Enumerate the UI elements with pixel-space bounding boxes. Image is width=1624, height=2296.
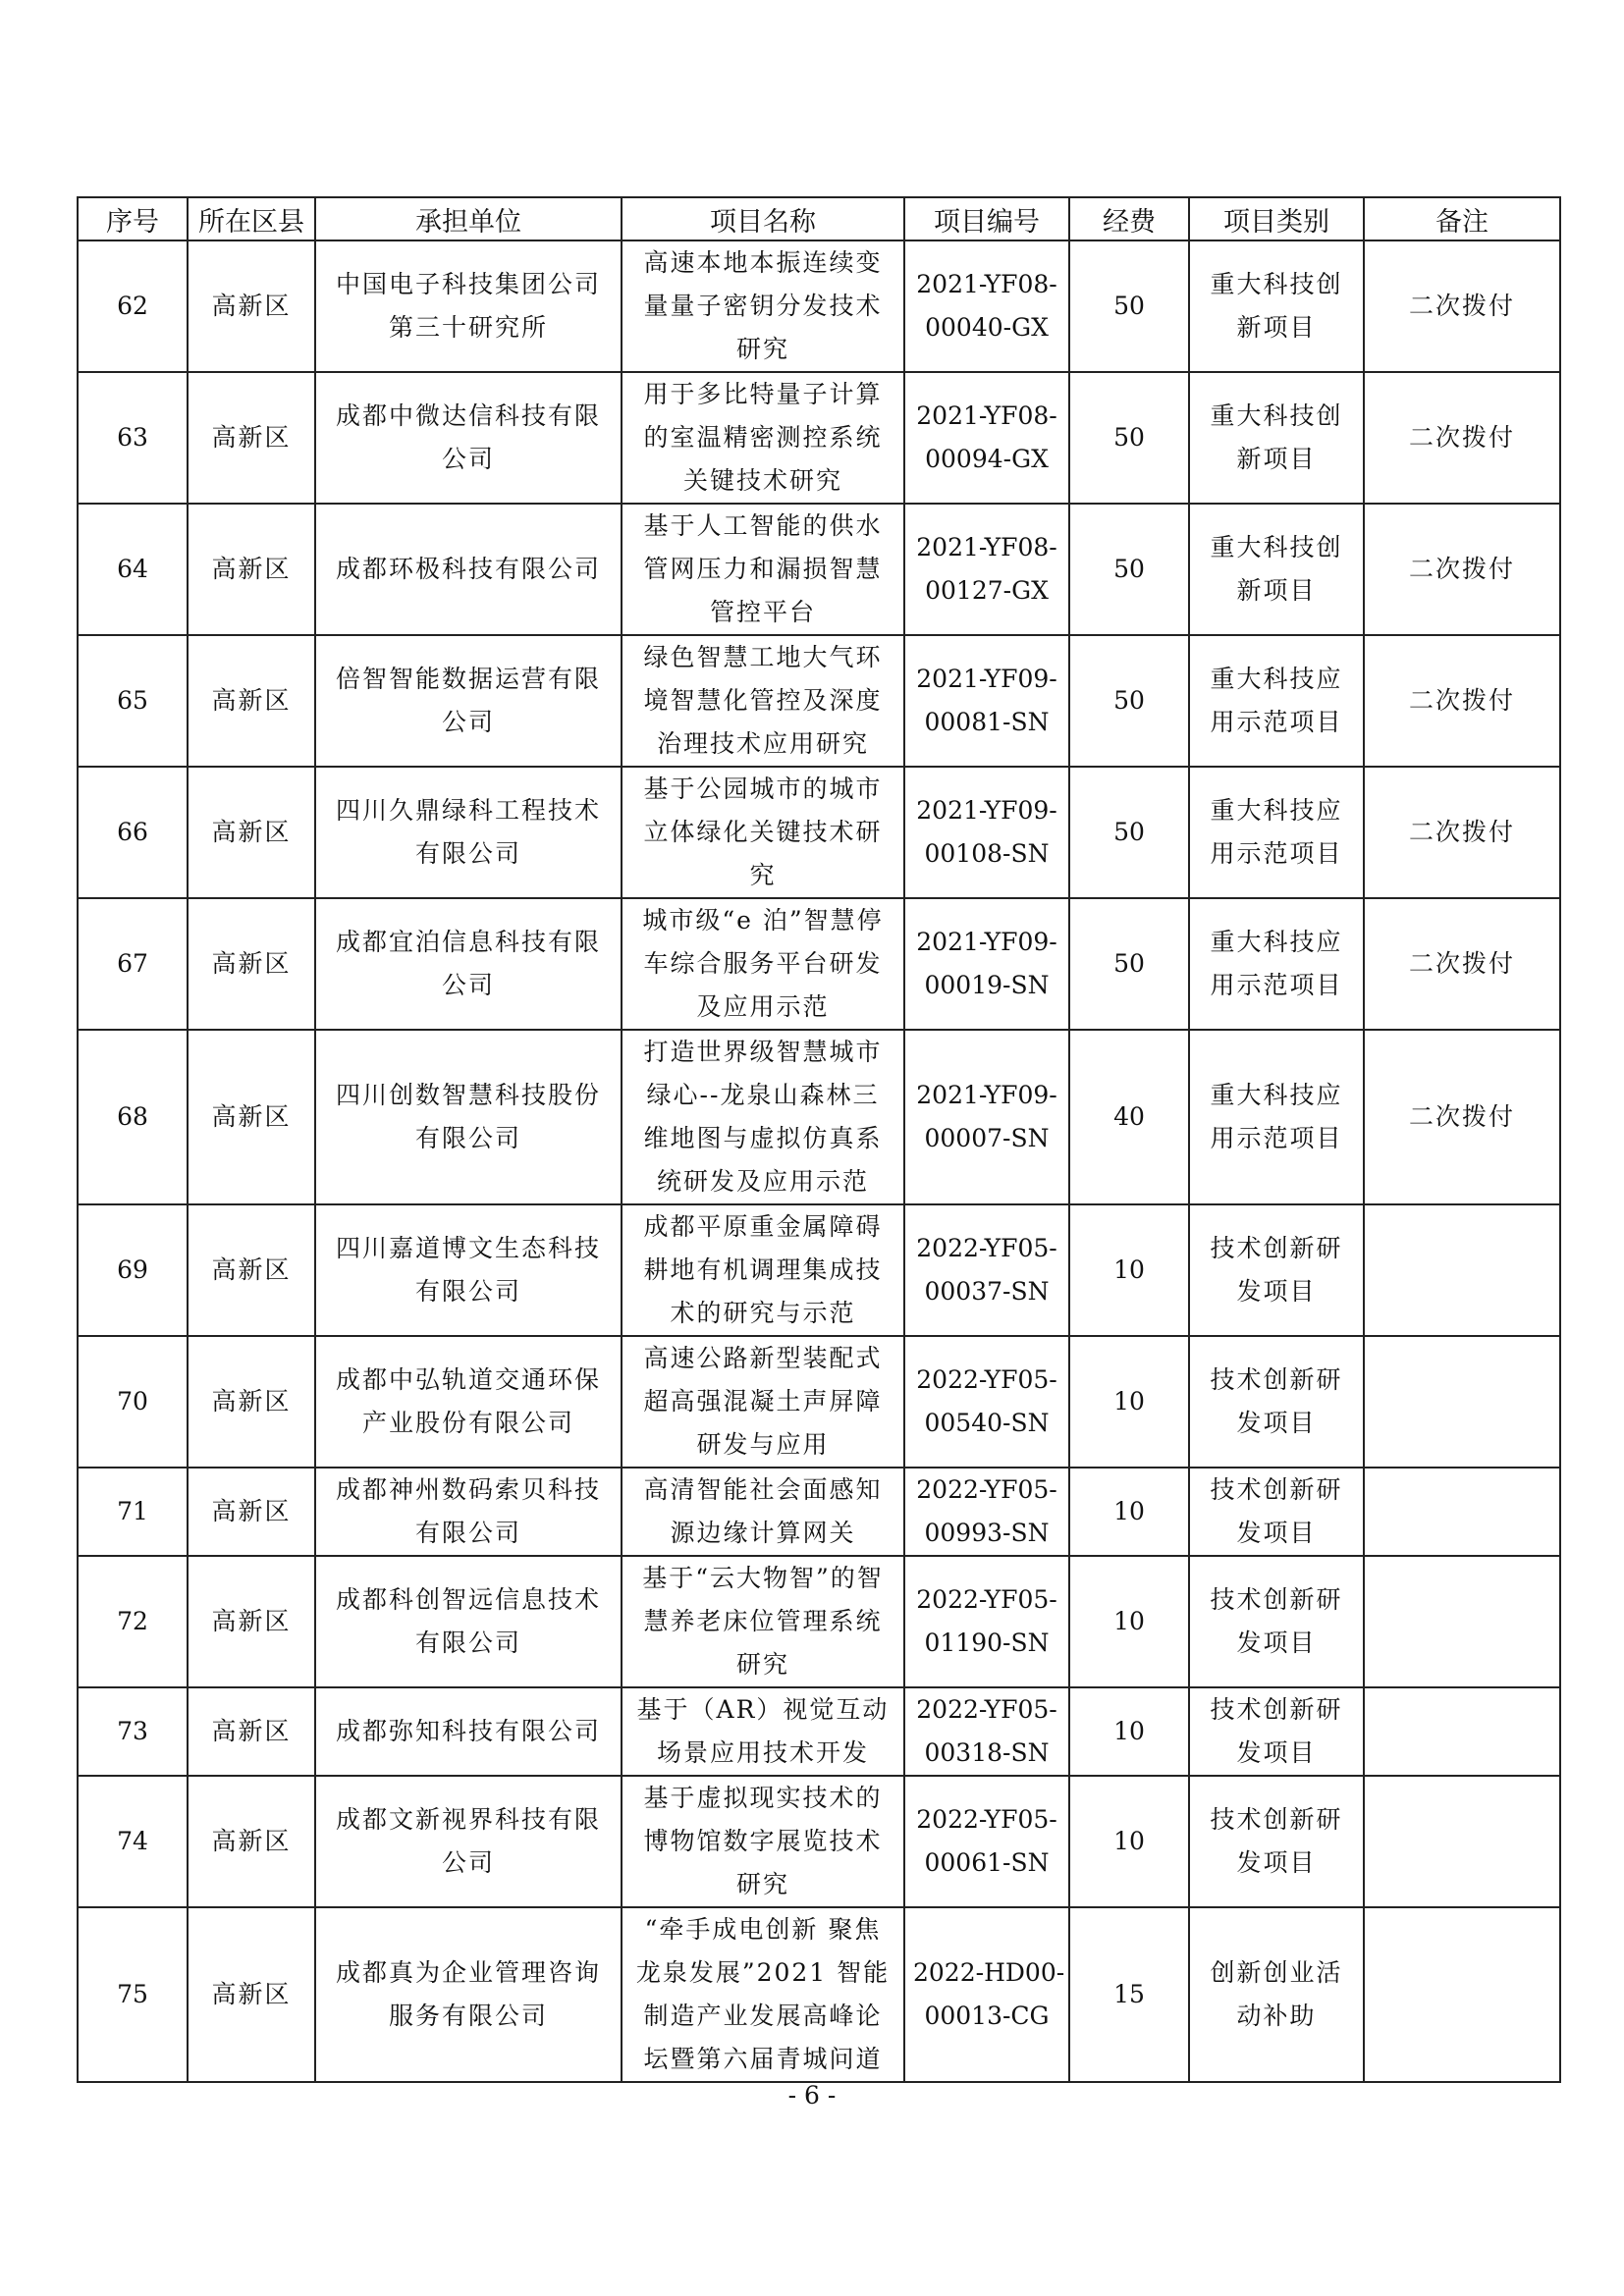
col-header-district: 所在区县 xyxy=(188,197,315,240)
cell-project-line: 基于（AR）视觉互动 xyxy=(636,1695,890,1724)
cell-fund: 50 xyxy=(1069,504,1189,635)
cell-unit xyxy=(315,240,622,372)
cell-code-line: 00081-SN xyxy=(924,708,1050,736)
cell-project-line: “牵手成电创新 聚焦 xyxy=(644,1915,882,1944)
table-row xyxy=(78,1907,1560,2082)
cell-code-line: 2021-YF09- xyxy=(916,1081,1057,1109)
cell-category-line: 发项目 xyxy=(1236,1409,1317,1437)
cell-category-line: 重大科技创 xyxy=(1210,270,1343,298)
cell-code xyxy=(904,767,1069,898)
cell-project xyxy=(622,372,904,504)
cell-project-line: 慧养老床位管理系统 xyxy=(643,1607,883,1635)
cell-unit xyxy=(315,1687,622,1776)
cell-project xyxy=(622,1336,904,1468)
cell-code-line: 00061-SN xyxy=(924,1848,1050,1877)
cell-category xyxy=(1189,767,1364,898)
cell-category-line: 发项目 xyxy=(1236,1629,1317,1657)
cell-category-line: 重大科技应 xyxy=(1210,928,1343,956)
cell-project-line: 维地图与虚拟仿真系 xyxy=(643,1124,883,1152)
cell-remark: 二次拨付 xyxy=(1364,635,1560,767)
cell-project-line: 境智慧化管控及深度 xyxy=(643,686,883,715)
cell-project xyxy=(622,767,904,898)
cell-district: 高新区 xyxy=(188,767,315,898)
cell-project-line: 高速本地本振连续变 xyxy=(643,248,883,277)
cell-remark xyxy=(1364,1336,1560,1468)
cell-no: 62 xyxy=(78,240,188,372)
cell-unit xyxy=(315,1556,622,1687)
cell-code xyxy=(904,372,1069,504)
cell-project xyxy=(622,1204,904,1336)
cell-category xyxy=(1189,240,1364,372)
cell-project-line: 研究 xyxy=(735,335,789,363)
cell-unit-line: 四川久鼎绿科工程技术 xyxy=(335,796,601,825)
cell-project-line: 高清智能社会面感知 xyxy=(643,1475,883,1504)
cell-category-line: 用示范项目 xyxy=(1210,708,1343,736)
table-row xyxy=(78,1776,1560,1907)
cell-category-line: 用示范项目 xyxy=(1210,1124,1343,1152)
cell-code-line: 2021-YF09- xyxy=(916,796,1057,825)
cell-remark: 二次拨付 xyxy=(1364,240,1560,372)
cell-unit xyxy=(315,1776,622,1907)
cell-unit-line: 有限公司 xyxy=(414,1277,521,1306)
col-header-fund: 经费 xyxy=(1069,197,1189,240)
cell-fund: 10 xyxy=(1069,1556,1189,1687)
cell-category-line: 新项目 xyxy=(1236,445,1317,473)
cell-project xyxy=(622,504,904,635)
cell-unit-line: 有限公司 xyxy=(414,1629,521,1657)
cell-category-line: 动补助 xyxy=(1236,2002,1317,2030)
cell-project-line: 制造产业发展高峰论 xyxy=(643,2002,883,2030)
cell-category-line: 用示范项目 xyxy=(1210,971,1343,999)
cell-fund: 40 xyxy=(1069,1030,1189,1204)
cell-project-line: 成都平原重金属障碍 xyxy=(643,1212,883,1241)
cell-unit xyxy=(315,1468,622,1556)
col-header-category: 项目类别 xyxy=(1189,197,1364,240)
cell-code-line: 2022-YF05- xyxy=(916,1475,1057,1504)
cell-code-line: 00127-GX xyxy=(925,576,1049,605)
cell-category-line: 重大科技创 xyxy=(1210,533,1343,561)
cell-code-line: 2022-YF05- xyxy=(916,1365,1057,1394)
cell-unit-line: 成都中微达信科技有限 xyxy=(335,401,601,430)
cell-fund: 50 xyxy=(1069,767,1189,898)
cell-project xyxy=(622,240,904,372)
cell-remark xyxy=(1364,1468,1560,1556)
cell-fund: 50 xyxy=(1069,898,1189,1030)
cell-unit-line: 第三十研究所 xyxy=(388,313,548,342)
cell-project xyxy=(622,1030,904,1204)
table-row xyxy=(78,1556,1560,1687)
cell-unit-line: 中国电子科技集团公司 xyxy=(335,270,601,298)
col-header-code: 项目编号 xyxy=(904,197,1069,240)
col-header-project: 项目名称 xyxy=(622,197,904,240)
cell-project-line: 管网压力和漏损智慧 xyxy=(643,555,883,583)
cell-category-line: 新项目 xyxy=(1236,576,1317,605)
cell-project-line: 基于“云大物智”的智 xyxy=(642,1564,884,1592)
cell-remark: 二次拨付 xyxy=(1364,898,1560,1030)
cell-unit xyxy=(315,1907,622,2082)
cell-unit-line: 服务有限公司 xyxy=(388,2002,548,2030)
cell-no: 72 xyxy=(78,1556,188,1687)
cell-unit-line: 成都中弘轨道交通环保 xyxy=(335,1365,601,1394)
cell-unit-line: 公司 xyxy=(441,708,495,736)
cell-remark xyxy=(1364,1204,1560,1336)
cell-code xyxy=(904,1687,1069,1776)
cell-category-line: 创新创业活 xyxy=(1210,1958,1343,1987)
cell-project-line: 研究 xyxy=(735,1650,789,1679)
cell-category-line: 发项目 xyxy=(1236,1738,1317,1767)
cell-no: 70 xyxy=(78,1336,188,1468)
cell-category-line: 重大科技应 xyxy=(1210,796,1343,825)
table-row xyxy=(78,240,1560,372)
col-header-remark: 备注 xyxy=(1364,197,1560,240)
cell-district: 高新区 xyxy=(188,1030,315,1204)
cell-no: 69 xyxy=(78,1204,188,1336)
cell-remark xyxy=(1364,1776,1560,1907)
cell-category xyxy=(1189,1556,1364,1687)
cell-category-line: 新项目 xyxy=(1236,313,1317,342)
cell-unit-line: 成都弥知科技有限公司 xyxy=(335,1717,601,1745)
cell-unit-line: 有限公司 xyxy=(414,1124,521,1152)
cell-no: 74 xyxy=(78,1776,188,1907)
cell-code-line: 00108-SN xyxy=(924,839,1050,868)
cell-project-line: 耕地有机调理集成技 xyxy=(643,1255,883,1284)
cell-no: 65 xyxy=(78,635,188,767)
cell-remark: 二次拨付 xyxy=(1364,1030,1560,1204)
cell-code-line: 2021-YF09- xyxy=(916,928,1057,956)
cell-category-line: 重大科技应 xyxy=(1210,1081,1343,1109)
cell-category xyxy=(1189,372,1364,504)
cell-unit-line: 成都环极科技有限公司 xyxy=(335,555,601,583)
cell-district: 高新区 xyxy=(188,1204,315,1336)
cell-code-line: 00040-GX xyxy=(925,313,1049,342)
cell-unit-line: 成都文新视界科技有限 xyxy=(335,1805,601,1834)
cell-category-line: 技术创新研 xyxy=(1210,1475,1343,1504)
cell-project-line: 研究 xyxy=(735,1870,789,1898)
cell-no: 63 xyxy=(78,372,188,504)
cell-category-line: 用示范项目 xyxy=(1210,839,1343,868)
cell-fund: 10 xyxy=(1069,1776,1189,1907)
cell-project-line: 关键技术研究 xyxy=(682,466,842,495)
cell-code-line: 00037-SN xyxy=(924,1277,1050,1306)
cell-unit-line: 四川嘉道博文生态科技 xyxy=(335,1234,601,1262)
cell-category-line: 技术创新研 xyxy=(1210,1805,1343,1834)
cell-unit-line: 公司 xyxy=(441,1848,495,1877)
cell-unit-line: 成都宜泊信息科技有限 xyxy=(335,928,601,956)
cell-category-line: 技术创新研 xyxy=(1210,1695,1343,1724)
cell-unit-line: 四川创数智慧科技股份 xyxy=(335,1081,601,1109)
cell-project-line: 立体绿化关键技术研 xyxy=(643,818,883,846)
cell-code xyxy=(904,635,1069,767)
cell-project-line: 车综合服务平台研发 xyxy=(643,949,883,978)
cell-code xyxy=(904,1030,1069,1204)
cell-code xyxy=(904,1336,1069,1468)
cell-unit-line: 有限公司 xyxy=(414,839,521,868)
cell-district: 高新区 xyxy=(188,1687,315,1776)
cell-code xyxy=(904,1907,1069,2082)
cell-code xyxy=(904,504,1069,635)
table-row xyxy=(78,1687,1560,1776)
cell-unit xyxy=(315,635,622,767)
cell-project-line: 城市级“e 泊”智慧停 xyxy=(642,906,884,934)
cell-project-line: 研发与应用 xyxy=(696,1430,830,1459)
cell-fund: 50 xyxy=(1069,372,1189,504)
cell-fund: 50 xyxy=(1069,240,1189,372)
cell-category-line: 技术创新研 xyxy=(1210,1234,1343,1262)
cell-category-line: 技术创新研 xyxy=(1210,1585,1343,1614)
cell-category-line: 发项目 xyxy=(1236,1277,1317,1306)
cell-category xyxy=(1189,635,1364,767)
cell-code xyxy=(904,1776,1069,1907)
cell-project-line: 源边缘计算网关 xyxy=(670,1519,856,1547)
cell-no: 75 xyxy=(78,1907,188,2082)
cell-project-line: 高速公路新型装配式 xyxy=(643,1344,883,1372)
cell-unit-line: 倍智智能数据运营有限 xyxy=(335,665,601,693)
cell-code-line: 2021-YF08- xyxy=(916,270,1057,298)
cell-remark: 二次拨付 xyxy=(1364,767,1560,898)
cell-category xyxy=(1189,1204,1364,1336)
cell-project-line: 绿色智慧工地大气环 xyxy=(643,643,883,671)
cell-project-line: 博物馆数字展览技术 xyxy=(643,1827,883,1855)
cell-category-line: 重大科技应 xyxy=(1210,665,1343,693)
cell-no: 64 xyxy=(78,504,188,635)
cell-unit-line: 公司 xyxy=(441,445,495,473)
cell-category xyxy=(1189,1468,1364,1556)
cell-project-line: 超高强混凝土声屏障 xyxy=(643,1387,883,1415)
cell-project-line: 及应用示范 xyxy=(696,992,830,1021)
cell-unit-line: 有限公司 xyxy=(414,1519,521,1547)
cell-unit xyxy=(315,767,622,898)
table-body xyxy=(78,240,1560,2082)
cell-code-line: 00019-SN xyxy=(924,971,1050,999)
cell-code-line: 01190-SN xyxy=(924,1629,1050,1657)
cell-no: 66 xyxy=(78,767,188,898)
cell-unit xyxy=(315,898,622,1030)
table-row xyxy=(78,898,1560,1030)
col-header-no: 序号 xyxy=(78,197,188,240)
cell-district: 高新区 xyxy=(188,240,315,372)
cell-project-line: 术的研究与示范 xyxy=(670,1299,856,1327)
cell-code-line: 2021-YF08- xyxy=(916,401,1057,430)
cell-project xyxy=(622,1776,904,1907)
cell-code xyxy=(904,1468,1069,1556)
cell-code-line: 2022-YF05- xyxy=(916,1585,1057,1614)
cell-category xyxy=(1189,898,1364,1030)
cell-code xyxy=(904,898,1069,1030)
cell-code xyxy=(904,1204,1069,1336)
cell-no: 71 xyxy=(78,1468,188,1556)
cell-code-line: 2021-YF09- xyxy=(916,665,1057,693)
cell-unit-line: 成都科创智远信息技术 xyxy=(335,1585,601,1614)
cell-project xyxy=(622,1468,904,1556)
cell-project-line: 量量子密钥分发技术 xyxy=(643,292,883,320)
cell-project-line: 打造世界级智慧城市 xyxy=(643,1038,883,1066)
cell-code-line: 00013-CG xyxy=(924,2002,1050,2030)
page-number: - 6 - xyxy=(787,2081,837,2109)
cell-project-line: 用于多比特量子计算 xyxy=(643,380,883,408)
cell-district: 高新区 xyxy=(188,1776,315,1907)
cell-category-line: 发项目 xyxy=(1236,1848,1317,1877)
cell-fund: 50 xyxy=(1069,635,1189,767)
cell-unit xyxy=(315,1336,622,1468)
funding-table xyxy=(77,196,1561,2083)
cell-code-line: 2022-YF05- xyxy=(916,1234,1057,1262)
cell-code xyxy=(904,240,1069,372)
cell-code-line: 2022-HD00- xyxy=(913,1958,1065,1987)
table-row xyxy=(78,767,1560,898)
cell-remark xyxy=(1364,1556,1560,1687)
cell-project-line: 的室温精密测控系统 xyxy=(643,423,883,452)
cell-fund: 10 xyxy=(1069,1336,1189,1468)
cell-district: 高新区 xyxy=(188,504,315,635)
cell-project-line: 统研发及应用示范 xyxy=(656,1167,869,1196)
cell-category xyxy=(1189,1907,1364,2082)
col-header-unit: 承担单位 xyxy=(315,197,622,240)
cell-project xyxy=(622,1907,904,2082)
cell-code xyxy=(904,1556,1069,1687)
cell-code-line: 00993-SN xyxy=(924,1519,1050,1547)
cell-project-line: 究 xyxy=(749,861,777,889)
cell-code-line: 00318-SN xyxy=(924,1738,1050,1767)
cell-fund: 15 xyxy=(1069,1907,1189,2082)
cell-code-line: 00540-SN xyxy=(924,1409,1050,1437)
cell-category xyxy=(1189,1336,1364,1468)
table-row xyxy=(78,372,1560,504)
cell-remark: 二次拨付 xyxy=(1364,504,1560,635)
cell-district: 高新区 xyxy=(188,1907,315,2082)
cell-unit-line: 成都真为企业管理咨询 xyxy=(335,1958,601,1987)
cell-unit xyxy=(315,1030,622,1204)
cell-unit-line: 成都神州数码索贝科技 xyxy=(335,1475,601,1504)
cell-project-line: 基于公园城市的城市 xyxy=(643,774,883,803)
cell-category xyxy=(1189,1030,1364,1204)
cell-remark: 二次拨付 xyxy=(1364,372,1560,504)
table-row xyxy=(78,1204,1560,1336)
cell-project-line: 管控平台 xyxy=(709,598,816,626)
cell-unit xyxy=(315,504,622,635)
cell-category-line: 重大科技创 xyxy=(1210,401,1343,430)
cell-project-line: 基于虚拟现实技术的 xyxy=(643,1784,883,1812)
cell-remark xyxy=(1364,1907,1560,2082)
cell-district: 高新区 xyxy=(188,1336,315,1468)
cell-district: 高新区 xyxy=(188,1468,315,1556)
cell-district: 高新区 xyxy=(188,1556,315,1687)
cell-project xyxy=(622,898,904,1030)
cell-unit-line: 产业股份有限公司 xyxy=(361,1409,574,1437)
cell-unit xyxy=(315,1204,622,1336)
cell-project-line: 坛暨第六届青城问道 xyxy=(643,2045,883,2073)
cell-project xyxy=(622,635,904,767)
cell-district: 高新区 xyxy=(188,898,315,1030)
cell-project xyxy=(622,1556,904,1687)
table-row xyxy=(78,504,1560,635)
cell-district: 高新区 xyxy=(188,372,315,504)
cell-fund: 10 xyxy=(1069,1687,1189,1776)
cell-code-line: 2021-YF08- xyxy=(916,533,1057,561)
cell-district: 高新区 xyxy=(188,635,315,767)
cell-code-line: 00094-GX xyxy=(925,445,1049,473)
cell-no: 68 xyxy=(78,1030,188,1204)
cell-project-line: 场景应用技术开发 xyxy=(656,1738,869,1767)
cell-no: 73 xyxy=(78,1687,188,1776)
cell-category-line: 技术创新研 xyxy=(1210,1365,1343,1394)
cell-code-line: 2022-YF05- xyxy=(916,1805,1057,1834)
cell-fund: 10 xyxy=(1069,1468,1189,1556)
cell-category xyxy=(1189,1687,1364,1776)
cell-fund: 10 xyxy=(1069,1204,1189,1336)
cell-category-line: 发项目 xyxy=(1236,1519,1317,1547)
cell-project-line: 龙泉发展”2021 智能 xyxy=(635,1958,891,1987)
cell-project-line: 治理技术应用研究 xyxy=(656,729,869,758)
cell-category xyxy=(1189,504,1364,635)
table-row xyxy=(78,1030,1560,1204)
table-row xyxy=(78,1336,1560,1468)
cell-project-line: 基于人工智能的供水 xyxy=(643,511,883,540)
cell-no: 67 xyxy=(78,898,188,1030)
cell-unit-line: 公司 xyxy=(441,971,495,999)
cell-code-line: 00007-SN xyxy=(924,1124,1050,1152)
cell-category xyxy=(1189,1776,1364,1907)
cell-unit xyxy=(315,372,622,504)
cell-project-line: 绿心--龙泉山森林三 xyxy=(646,1081,880,1109)
table-row xyxy=(78,1468,1560,1556)
table-row xyxy=(78,635,1560,767)
cell-project xyxy=(622,1687,904,1776)
table-header-row xyxy=(78,197,1560,240)
cell-remark xyxy=(1364,1687,1560,1776)
cell-code-line: 2022-YF05- xyxy=(916,1695,1057,1724)
